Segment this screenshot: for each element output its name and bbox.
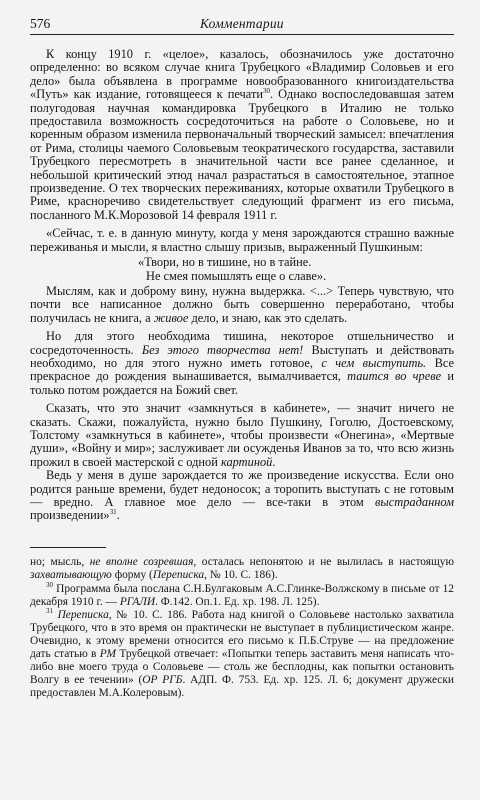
verse-line-2: Не смея помышлять еще о славе». bbox=[146, 268, 327, 283]
paragraph-5: Сказать, что это значит «замкнуться в кабинете», — значит ничего не сказать. Скажи, пожалуйста, нужно было Пушкину, Гоголю, Достоевскому, Толстому «замкнуться в кабинете», чтобы произвести «Онегина», «Мертвые души», «Войну и мир»; заслуживает ли осужденья Иванов за то, что всю жизнь прожил в своей мастерской с одной картиной. bbox=[30, 401, 454, 469]
paragraph-1: К концу 1910 г. «целое», казалось, обозначилось уже достаточно определенно: во всяком случае книга Трубецкого «Владимир Соловьев и его дело» была объявлена в программе новообразованного книгоиздательства «Путь» как издание, готовящееся к печати$^{30}$. Однако воспоследовавшая затем полугодовая научная командировка Трубецкого в Италию не только предоставила возможность сосредоточиться на работе о Соловьеве, но и коренным образом изменила первоначальный творческий замысел: впечатления от Рима, столицы чаемого Соловьевым теократического государства, заставили Трубецкого пересмотреть в значительной части все ранее сделанное, и небольшой критический этюд начал разрастаться в самостоятельное, этапное произведение. О тех творческих переживаниях, которые охватили Трубецкого в Риме, красноречиво свидетельствует следующий фрагмент из его письма, посланного М.К.Морозовой 14 февраля 1911 г. bbox=[30, 47, 454, 222]
pushkin-quote bbox=[30, 256, 454, 283]
footnote-ref-31[interactable]: 31 bbox=[109, 508, 117, 517]
page-number: 576 bbox=[30, 16, 51, 31]
footnote-31: $^{31}$ Переписка, № 10. С. 186. Работа над книгой о Соловьеве настолько захватила Трубецкого, что в это время он практически не выступает в публицистическом жанре. Очевидно, к этому времени относится его письмо к П.Б.Струве — на предложение дать статью в РМ Трубецкой отвечает: «Попытки теперь заставить меня написать что-либо вне моего труда о Соловьеве — столь же бесплодны, как попытки остановить Волгу в ее течении» (ОР РГБ. АДП. Ф. 753. Ед. хр. 125. Л. 6; документ дружески предоставлен М.А.Колеровым). bbox=[30, 607, 454, 699]
footnote-number-31: 31 bbox=[46, 607, 53, 616]
main-text bbox=[30, 48, 454, 523]
footnote-separator bbox=[30, 547, 106, 548]
paragraph-4: Но для этого необходима тишина, некоторое отшельничество и сосредоточенность. Без этого творчества нет! Выступать и действовать необходимо, но для этого нужно иметь готовое, с чем выступить. Все прекрасное до рождения вынашивается, вымалчивается, таится во чреве и только потом рождается на Божий свет. bbox=[30, 329, 454, 397]
footnote-continuation: но; мысль, не вполне созревшая, осталась непонятою и не вылилась в настоящую захватывающую форму (Переписка, № 10. С. 186). bbox=[30, 555, 454, 581]
footnote-number-30: 30 bbox=[46, 580, 53, 589]
footnote-ref-30[interactable]: 30 bbox=[263, 87, 270, 96]
footnote-30: $^{30}$ Программа была послана С.Н.Булгаковым А.С.Глинке-Волжскому в письме от 12 декабря 1910 г. — РГАЛИ. Ф.142. Оп.1. Ед. хр. 198. Л. 125). bbox=[30, 580, 454, 608]
header-rule bbox=[30, 34, 454, 35]
footnotes bbox=[30, 556, 454, 700]
running-title: Комментарии bbox=[200, 16, 284, 31]
paragraph-2: «Сейчас, т. е. в данную минуту, когда у меня зарождаются страшно важные переживанья и мысли, я властно слышу призыв, выраженный Пушкиным: bbox=[30, 226, 454, 254]
verse-line-1: «Твори, но в тишине, но в тайне. bbox=[138, 255, 312, 270]
paragraph-6: Ведь у меня в душе зарождается то же произведение искусства. Если оно родится раньше времени, будет недоносок; а торопить выступать с не готовым — вредно. А главное мое дело — все-таки в этом выстраданном произведении»$^{31}$. bbox=[30, 468, 454, 523]
page-header bbox=[30, 14, 454, 34]
paragraph-3: Мыслям, как и доброму вину, нужна выдержка. <...> Теперь чувствую, что почти все написанное должно быть совершенно переработано, чтобы получилась не книга, а живое дело, и знаю, как это сделать. bbox=[30, 283, 454, 325]
